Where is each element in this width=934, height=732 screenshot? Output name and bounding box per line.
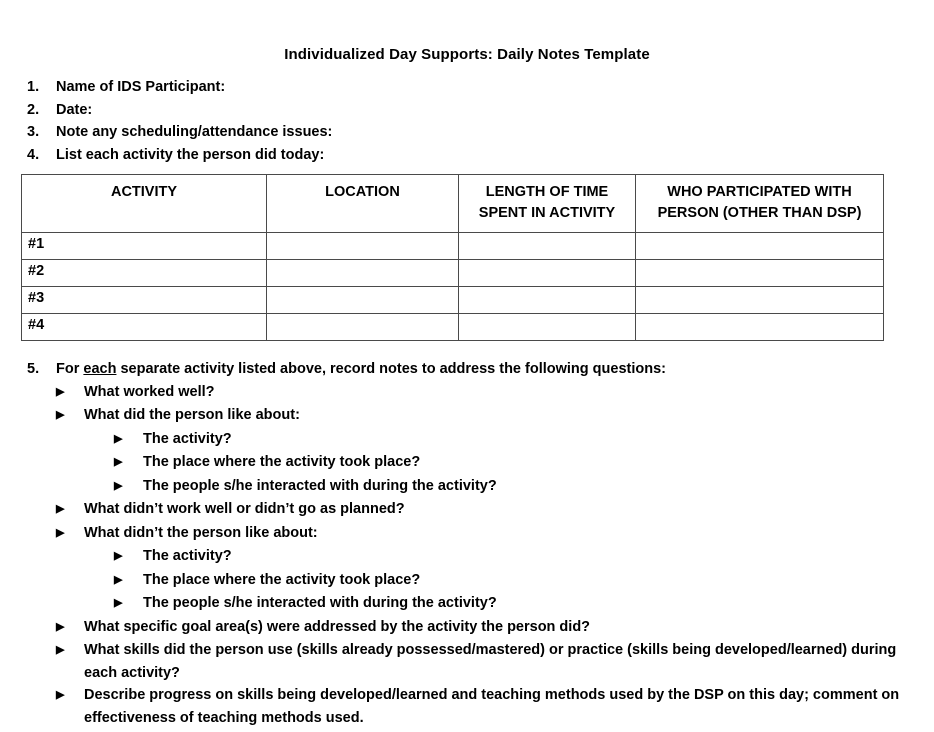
bullet-label: The people s/he interacted with during the activity? xyxy=(143,477,497,494)
list-item xyxy=(0,381,934,405)
activity-row-4-who[interactable] xyxy=(636,314,884,341)
numbered-item-1-marker: 1. xyxy=(27,79,40,95)
activity-row-3-who[interactable] xyxy=(636,287,884,314)
numbered-item-2-label: Date: xyxy=(56,101,93,118)
numbered-item-5-label xyxy=(56,358,934,381)
activity-table-header-row xyxy=(22,175,884,233)
bullet-label: What specific goal area(s) were addressed by the activity the person did? xyxy=(84,618,591,635)
questions-bullet-list xyxy=(0,381,934,730)
list-item xyxy=(0,639,934,684)
bullet-label: The activity? xyxy=(143,430,232,447)
numbered-item-2-marker: 2. xyxy=(27,101,40,118)
numbered-item-3-label: Note any scheduling/attendance issues: xyxy=(56,124,333,140)
numbered-item-4 xyxy=(0,144,934,167)
column-header-length-of-time xyxy=(459,175,636,233)
item5-text-underlined: each xyxy=(83,361,117,377)
triangle-bullet-glyph: ▶ xyxy=(114,456,123,468)
triangle-bullet-icon xyxy=(0,475,143,499)
column-header-location: LOCATION xyxy=(267,175,459,233)
numbered-item-4-marker: 4. xyxy=(27,146,40,163)
bullet-label: The place where the activity took place? xyxy=(143,571,421,588)
table-row xyxy=(22,287,884,314)
column-header-who-line1: WHO PARTICIPATED WITH xyxy=(667,184,852,200)
triangle-bullet-glyph: ▶ xyxy=(56,409,65,421)
numbered-item-5-marker: 5. xyxy=(27,361,40,377)
list-item xyxy=(0,569,934,593)
triangle-bullet-glyph: ▶ xyxy=(56,526,65,539)
bullet-label: What worked well? xyxy=(84,383,215,400)
triangle-bullet-glyph: ▶ xyxy=(114,479,123,492)
numbered-item-3-marker: 3. xyxy=(27,124,40,140)
triangle-bullet-glyph: ▶ xyxy=(114,573,123,586)
list-item xyxy=(0,592,934,616)
activity-row-3-location[interactable] xyxy=(267,287,459,314)
activity-row-4-length[interactable] xyxy=(459,314,636,341)
bullet-label: What didn’t the person like about: xyxy=(84,524,318,541)
table-row xyxy=(22,260,884,287)
triangle-bullet-glyph: ▶ xyxy=(56,689,65,701)
triangle-bullet-icon xyxy=(0,381,84,405)
list-item xyxy=(0,428,934,452)
activity-table xyxy=(21,174,884,341)
activity-row-3-label[interactable]: #3 xyxy=(22,287,267,314)
activity-row-2-label[interactable]: #2 xyxy=(22,260,267,287)
item5-text-before: For xyxy=(56,361,84,377)
triangle-bullet-glyph: ▶ xyxy=(114,550,123,562)
numbered-item-5-block xyxy=(0,358,934,381)
list-item xyxy=(0,498,934,522)
table-row xyxy=(22,233,884,260)
triangle-bullet-glyph: ▶ xyxy=(114,597,123,609)
bullet-label: The place where the activity took place? xyxy=(143,454,421,470)
activity-row-2-length[interactable] xyxy=(459,260,636,287)
activity-row-2-location[interactable] xyxy=(267,260,459,287)
list-item xyxy=(0,404,934,428)
table-row xyxy=(22,314,884,341)
activity-row-4-location[interactable] xyxy=(267,314,459,341)
numbered-item-4-label: List each activity the person did today: xyxy=(56,146,325,163)
list-item xyxy=(0,545,934,569)
column-header-length-line1: LENGTH OF TIME xyxy=(485,184,609,200)
activity-row-2-who[interactable] xyxy=(636,260,884,287)
numbered-item-3 xyxy=(0,121,934,144)
activity-row-1-who[interactable] xyxy=(636,233,884,260)
bullet-label: What did the person like about: xyxy=(84,407,300,423)
column-header-activity: ACTIVITY xyxy=(22,175,267,233)
triangle-bullet-icon xyxy=(0,522,84,546)
triangle-bullet-glyph: ▶ xyxy=(56,503,65,515)
triangle-bullet-icon xyxy=(0,616,84,640)
page-title: Individualized Day Supports: Daily Notes Template xyxy=(284,46,650,63)
list-item xyxy=(0,616,934,640)
column-header-who-line2: PERSON (OTHER THAN DSP) xyxy=(657,205,862,221)
column-header-who-participated xyxy=(636,175,884,233)
bullet-label: The people s/he interacted with during the activity? xyxy=(143,595,497,611)
activity-row-4-label[interactable]: #4 xyxy=(22,314,267,341)
numbered-item-2 xyxy=(0,99,934,122)
bullet-label: Describe progress on skills being developed/learned and teaching methods used by the DSP on this day; comment on effectiveness of teaching methods used. xyxy=(84,687,900,726)
triangle-bullet-icon xyxy=(0,545,143,569)
triangle-bullet-glyph: ▶ xyxy=(56,620,65,633)
bullet-label: What skills did the person use (skills already possessed/mastered) or practice (skills being developed/learned) during each activity? xyxy=(84,642,897,681)
numbered-list xyxy=(0,76,934,166)
activity-table-head xyxy=(22,175,884,233)
list-item xyxy=(0,684,934,729)
triangle-bullet-icon xyxy=(0,498,84,522)
activity-row-1-label[interactable]: #1 xyxy=(22,233,267,260)
triangle-bullet-glyph: ▶ xyxy=(56,385,65,398)
triangle-bullet-glyph: ▶ xyxy=(56,644,65,656)
item5-text-after: separate activity listed above, record notes to address the following questions: xyxy=(116,361,666,377)
triangle-bullet-glyph: ▶ xyxy=(114,432,123,445)
activity-row-1-location[interactable] xyxy=(267,233,459,260)
triangle-bullet-icon xyxy=(0,639,84,663)
activity-row-1-length[interactable] xyxy=(459,233,636,260)
triangle-bullet-icon xyxy=(0,428,143,452)
triangle-bullet-icon xyxy=(0,451,143,475)
numbered-item-1 xyxy=(0,76,934,99)
list-item xyxy=(0,522,934,546)
list-item xyxy=(0,451,934,475)
triangle-bullet-icon xyxy=(0,404,84,428)
column-header-length-line2: SPENT IN ACTIVITY xyxy=(478,205,616,221)
list-item xyxy=(0,475,934,499)
triangle-bullet-icon xyxy=(0,592,143,616)
activity-table-body xyxy=(22,233,884,341)
bullet-label: The activity? xyxy=(143,548,232,564)
activity-row-3-length[interactable] xyxy=(459,287,636,314)
triangle-bullet-icon xyxy=(0,684,84,708)
bullet-label: What didn’t work well or didn’t go as planned? xyxy=(84,501,405,517)
numbered-item-1-label: Name of IDS Participant: xyxy=(56,79,226,95)
numbered-item-5 xyxy=(0,358,934,381)
triangle-bullet-icon xyxy=(0,569,143,593)
